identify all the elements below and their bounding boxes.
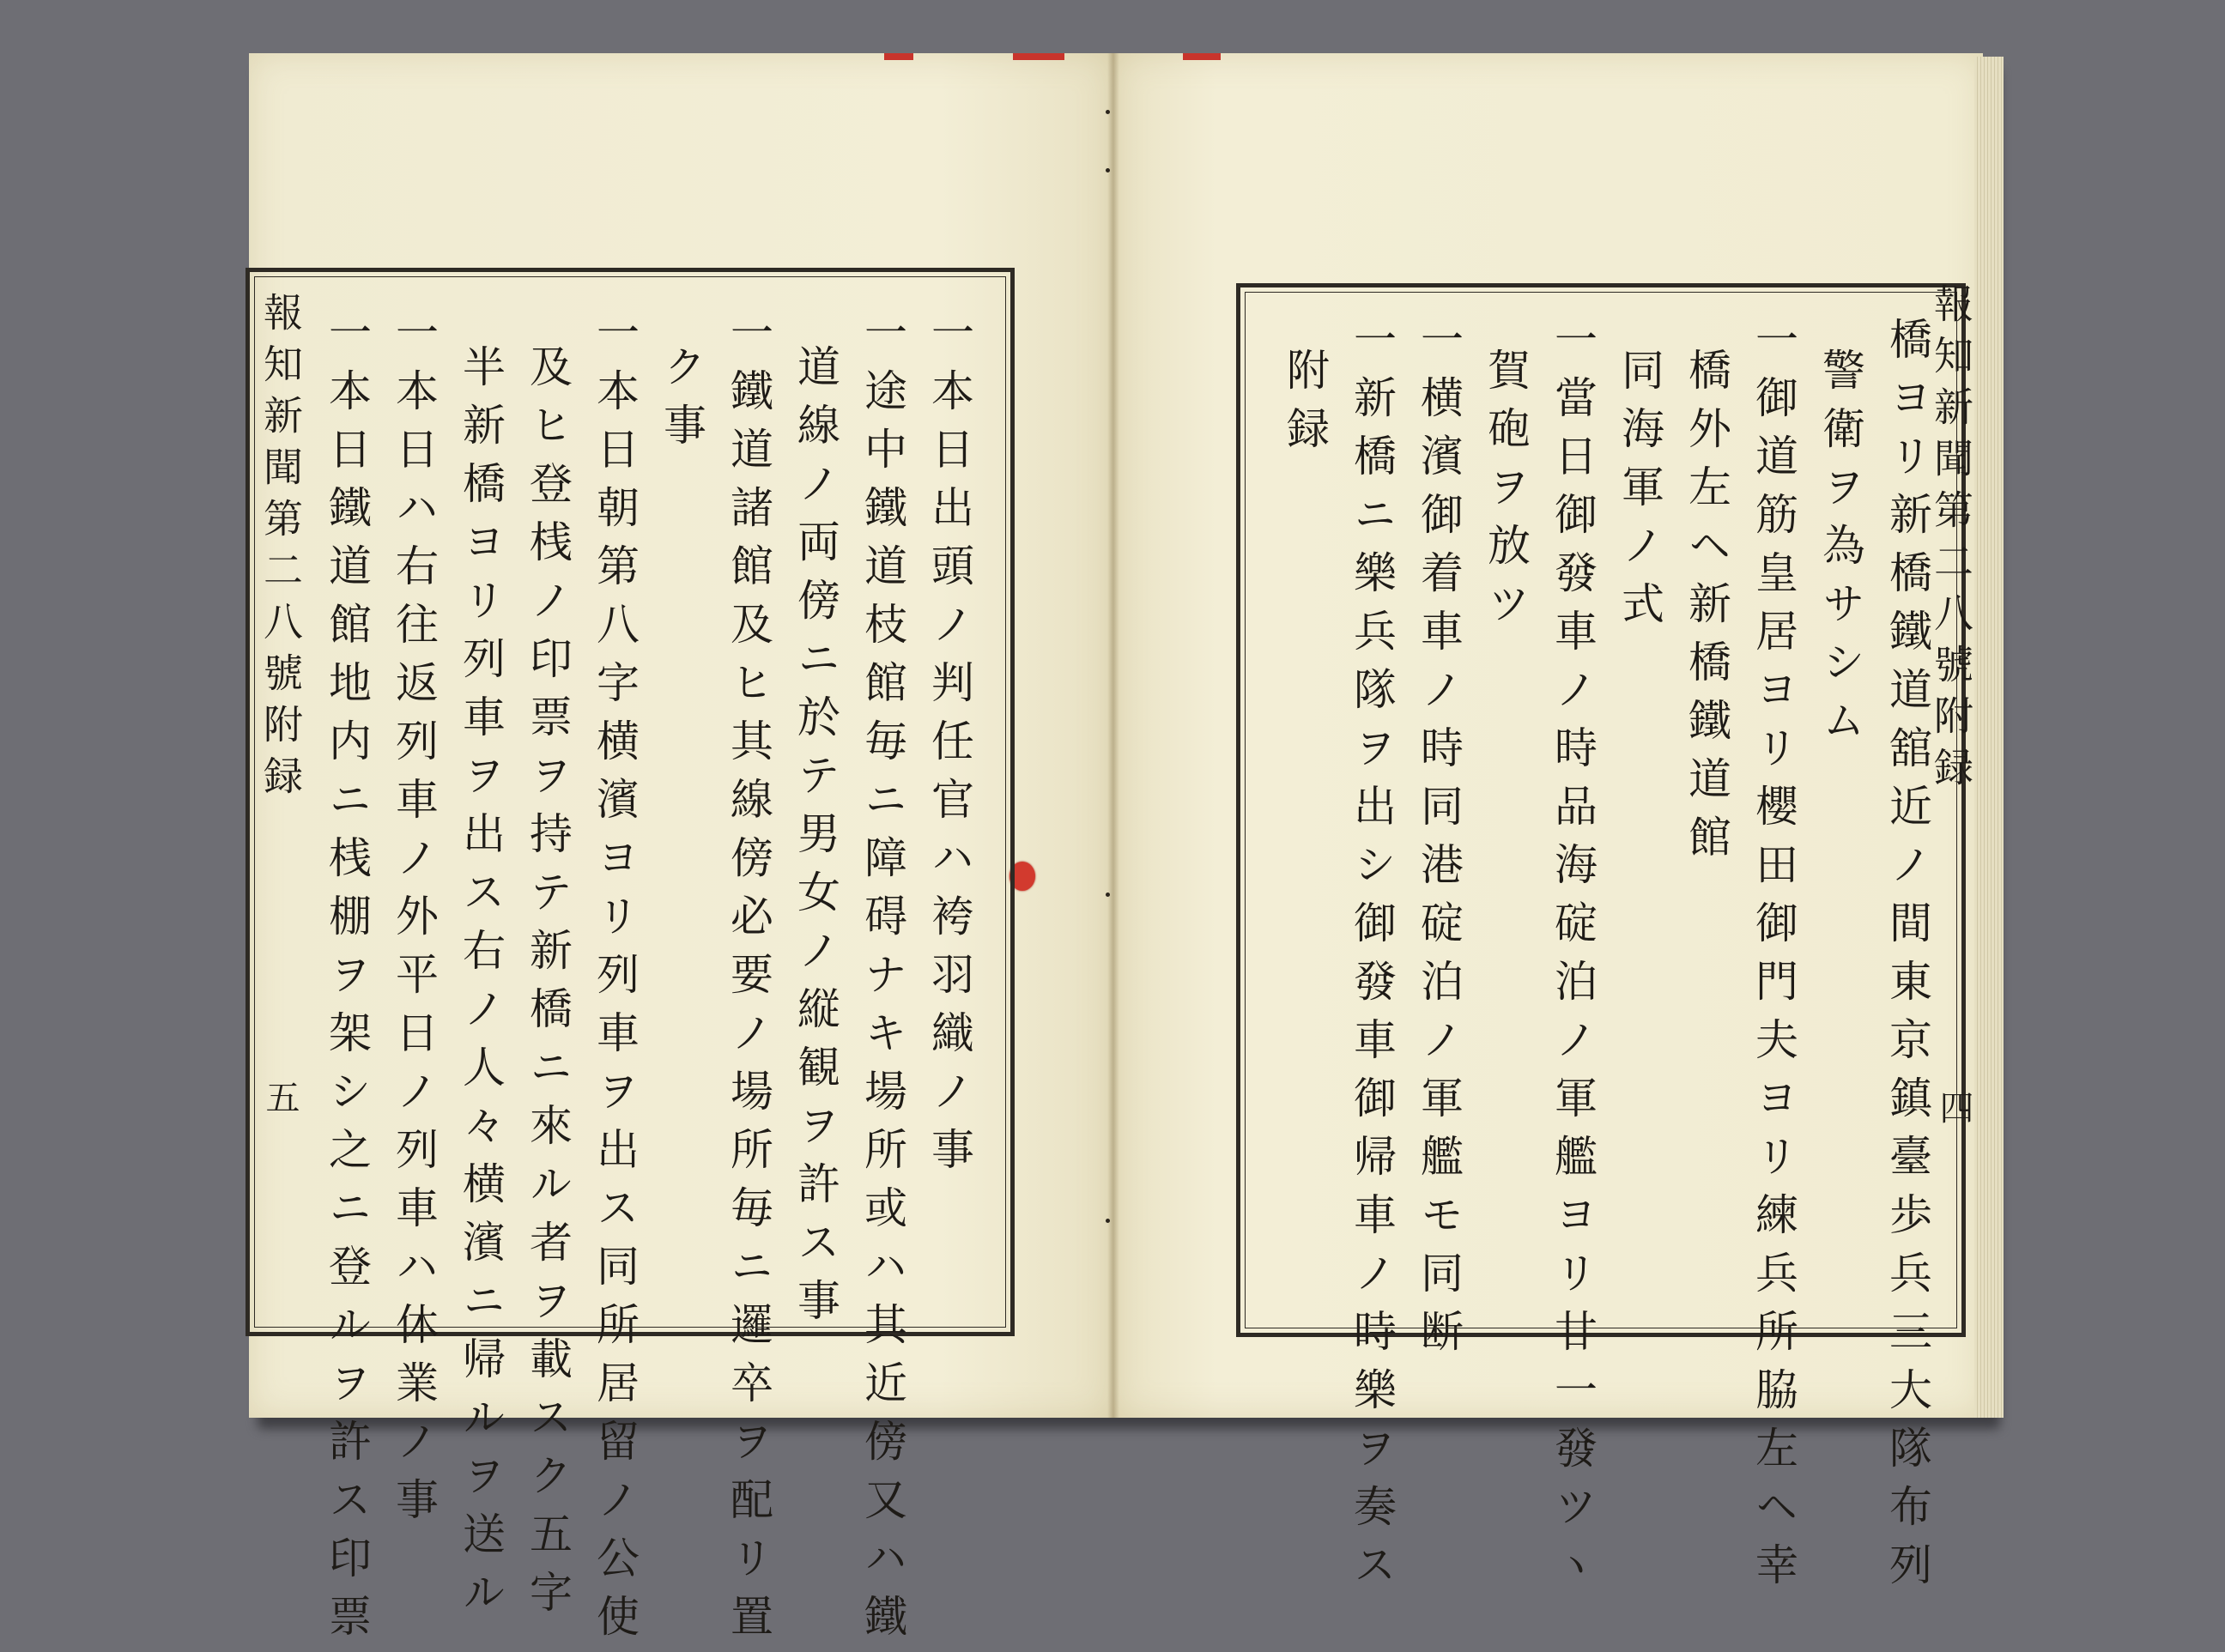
stitch-hole bbox=[1106, 110, 1110, 114]
text-column: 一御道筋皇居ヨリ櫻田御門夫ヨリ練兵所脇左ヘ幸 bbox=[1749, 317, 1798, 1601]
text-column: 同海軍ノ式 bbox=[1615, 348, 1664, 639]
stitch-hole bbox=[1106, 168, 1110, 172]
text-column: 一當日御發車ノ時品海碇泊ノ軍艦ヨリ廿一發ツヽ bbox=[1548, 317, 1598, 1601]
right-page-number: 四 bbox=[1934, 1090, 1973, 1124]
text-column: 道線ノ両傍ニ於テ男女ノ縦観ヲ許ス事 bbox=[791, 344, 840, 1336]
text-column: 橋外左ヘ新橋鐵道館 bbox=[1682, 348, 1731, 873]
left-columns bbox=[250, 272, 1010, 1652]
left-running-title: 報知新聞第二八號附録 bbox=[258, 292, 304, 807]
text-column: 及ヒ登桟ノ印票ヲ持テ新橋ニ來ル者ヲ載スク五字 bbox=[523, 344, 573, 1628]
right-running-title: 報知新聞第二八號附録 bbox=[1928, 283, 1974, 798]
text-column: 半新橋ヨリ列車ヲ出ス右ノ人々横濱ニ帰ルヲ送ル bbox=[456, 344, 506, 1628]
left-text-frame bbox=[246, 268, 1015, 1652]
text-column: 橋ヨリ新橋鐵道舘近ノ間東京鎮臺歩兵三大隊布列 bbox=[1882, 317, 1932, 1601]
red-tab-left bbox=[884, 53, 913, 60]
right-columns bbox=[1240, 287, 1961, 1601]
red-tab-right bbox=[1183, 53, 1221, 60]
stitch-hole bbox=[1106, 1219, 1110, 1223]
text-column: 賀砲ヲ放ツ bbox=[1481, 348, 1531, 639]
right-text-frame bbox=[1236, 283, 1966, 1601]
book-gutter bbox=[1107, 53, 1119, 1418]
left-page-number: 五 bbox=[260, 1080, 300, 1114]
text-column: 一本日鐵道館地内ニ桟棚ヲ架シ之ニ登ルヲ許ス印票 bbox=[322, 310, 372, 1652]
text-column: 一新橋ニ樂兵隊ヲ出シ御發車御帰車ノ時樂ヲ奏ス bbox=[1347, 317, 1397, 1601]
red-tab-middle bbox=[1013, 53, 1064, 60]
text-column: 一横濱御着車ノ時同港碇泊ノ軍艦モ同断 bbox=[1414, 317, 1464, 1367]
text-column: ク事 bbox=[657, 344, 706, 461]
text-column: 一本日朝第八字横濱ヨリ列車ヲ出ス同所居留ノ公使 bbox=[590, 310, 640, 1652]
text-column: 警衛ヲ為サシム bbox=[1816, 348, 1865, 756]
text-column: 一途中鐵道枝館毎ニ障碍ナキ場所或ハ其近傍又ハ鐵 bbox=[858, 310, 907, 1652]
text-column: 一本日出頭ノ判任官ハ袴羽織ノ事 bbox=[925, 310, 974, 1185]
text-column: 一鐵道諸館及ヒ其線傍必要ノ場所毎ニ邏卒ヲ配リ置 bbox=[724, 310, 773, 1652]
stitch-hole bbox=[1106, 893, 1110, 897]
text-column: 附録 bbox=[1280, 348, 1330, 464]
text-column: 一本日ハ右往返列車ノ外平日ノ列車ハ休業ノ事 bbox=[389, 310, 439, 1535]
